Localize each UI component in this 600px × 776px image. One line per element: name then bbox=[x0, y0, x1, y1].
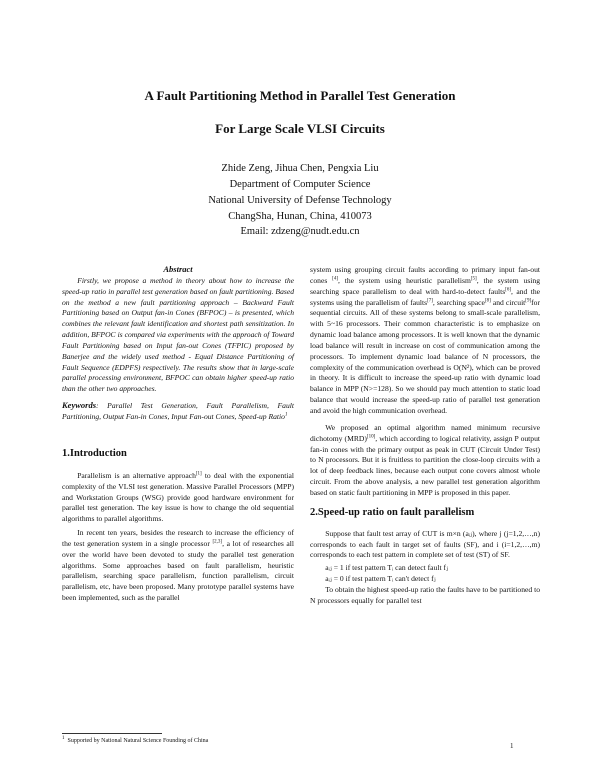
author-university: National University of Defense Technology bbox=[208, 195, 392, 206]
citation: [2,3] bbox=[212, 539, 223, 545]
author-email: Email: zdzeng@nudt.edu.cn bbox=[240, 226, 360, 237]
intro-paragraph-2: In recent ten years, besides the research to increase the efficiency of the test generation system in a single processor [2,3], a lot of researches all over the world have been devoted to study the parallel test generation algorithms. Some approaches based on fault parallelism, heuristic parallelism, searching space parallelism, function parallelism, circuit parallelism, etc, have been proposed. Many prototype parallel systems have been implemented, such as the parallel bbox=[62, 528, 294, 603]
citation: [8] bbox=[484, 298, 491, 303]
keywords-footnote-mark: 1 bbox=[284, 412, 288, 418]
abstract-heading: Abstract bbox=[163, 264, 193, 274]
citation: [7] bbox=[427, 298, 433, 303]
paper-title-line1: A Fault Partitioning Method in Parallel Test Generation bbox=[144, 88, 456, 103]
citation: [4] bbox=[332, 276, 338, 282]
right-column bbox=[310, 265, 540, 607]
footnote-text: Supported by National Natural Science Founding of China bbox=[67, 738, 209, 744]
author-names: Zhide Zeng, Jihua Chen, Pengxia Liu bbox=[221, 163, 379, 174]
footnote-mark: 1 bbox=[62, 736, 65, 741]
citation: [10] bbox=[366, 434, 376, 440]
keywords-text: : Parallel Test Generation, Fault Parallelism, Fault Partitioning, Output Fan-in Cones, Input Fan-out Cones, Speed-up Ratio bbox=[62, 401, 294, 421]
paper-title-line2: For Large Scale VLSI Circuits bbox=[215, 121, 385, 136]
footnote bbox=[62, 738, 208, 744]
abstract-text: Firstly, we propose a method in theory about how to increase the speed-up ratio in parallel test generation based on fault partitioning. Based on the method a new fault partitioning approach – Backward Fault Partitioning based on Output fan-in Cones (BFPOC) – is presented, which combines the relevant fault identification and shortest path sensitization. In addition, BFPOC is compared via experiments with the approach of Toward Fault Partitioning based on Input fan-out Cones (TFPIC) proposed by Banerjee and the widely used method - Equal Distance Partitioning of Fault Sequence (EDPFS) respectively. The results show that in large-scale parallel processing environment, BFPOC can obtain higher speed-up ratio than the other two approaches. bbox=[62, 275, 294, 394]
equation-line-1: aᵢⱼ = 1 if test pattern Tᵢ can detect fault fⱼ bbox=[325, 563, 448, 573]
proposal-paragraph: We proposed an optimal algorithm named minimum recursive dichotomy (MRD)[10], which according to logical relativity, assign P output fan-in cones with the primary output as peak in CUT (Circuit Under Test) to N processors. But it is fruitless to partition the close-loop circuits with a lot of deep feedback lines, because each output cone covers almost whole circuit. From the above analysis, a new parallel test generation algorithm based on static fault partitioning in MPP is proposed in this paper. bbox=[310, 422, 540, 497]
citation: [5] bbox=[470, 276, 477, 282]
section-1-heading: 1.Introduction bbox=[62, 447, 127, 459]
keywords-label: Keywords bbox=[62, 400, 96, 411]
related-work-paragraph: system using grouping circuit faults according to primary input fan-out cones [4], the system using heuristic parallelism[5], the system using searching space parallelism to deal with hard-to-detect faults[6], and the systems using the parallelism of faults[7], searching space[8] and circuit[9]for sequential circuits. All of these systems belong to small-scale parallelism, with 5~16 processors. Their common characteristic is to emphasize on dynamic load balance among processors. It is well known that the dynamic load balance will result in increase on cost of communication among the processors. To implement dynamic load balance of N processors, the complexity of the communication overhead is O(N²), which can be proved in theory. It is difficult to increase the speed-up ratio with dynamic load balance in MPP (N>=128). So we should pay much attention to static load balance that would increase the speed-up ratio of parallel test generation and avoid the high communication overhead. bbox=[310, 265, 541, 415]
footnote-divider bbox=[62, 733, 162, 734]
author-location: ChangSha, Hunan, China, 410073 bbox=[228, 211, 372, 222]
section-2-paragraph-2: To obtain the highest speed-up ratio the faults have to be partitioned to N processors equally for parallel test bbox=[310, 584, 540, 605]
author-department: Department of Computer Science bbox=[229, 179, 371, 190]
citation: [1] bbox=[195, 471, 202, 477]
left-column bbox=[62, 264, 294, 604]
page-number: 1 bbox=[510, 742, 514, 750]
intro-paragraph-1: Parallelism is an alternative approach[1] to deal with the exponential complexity of the VLSI test generation. Massive Parallel Processors (MPP) and Workstation Groups (WSG) provide good hardware environment for parallel test generation. The key issue is how to change the old sequential algorithms to parallel algorithms. bbox=[62, 470, 294, 524]
citation: [6] bbox=[505, 287, 512, 293]
section-2-heading: 2.Speed-up ratio on fault parallelism bbox=[310, 506, 475, 518]
section-2-paragraph-1: Suppose that fault test array of CUT is m×n (aᵢⱼ), where j (j=1,2,…,n) corresponds to each fault in target set of faults (SF), and i (i=1,2,…,m) corresponds to each test pattern in complete set of test (ST) of SF. bbox=[310, 528, 540, 560]
keywords bbox=[62, 400, 294, 423]
citation: [9] bbox=[525, 298, 532, 303]
equation-line-2: aᵢⱼ = 0 if test pattern Tᵢ can't detect fⱼ bbox=[325, 574, 436, 584]
